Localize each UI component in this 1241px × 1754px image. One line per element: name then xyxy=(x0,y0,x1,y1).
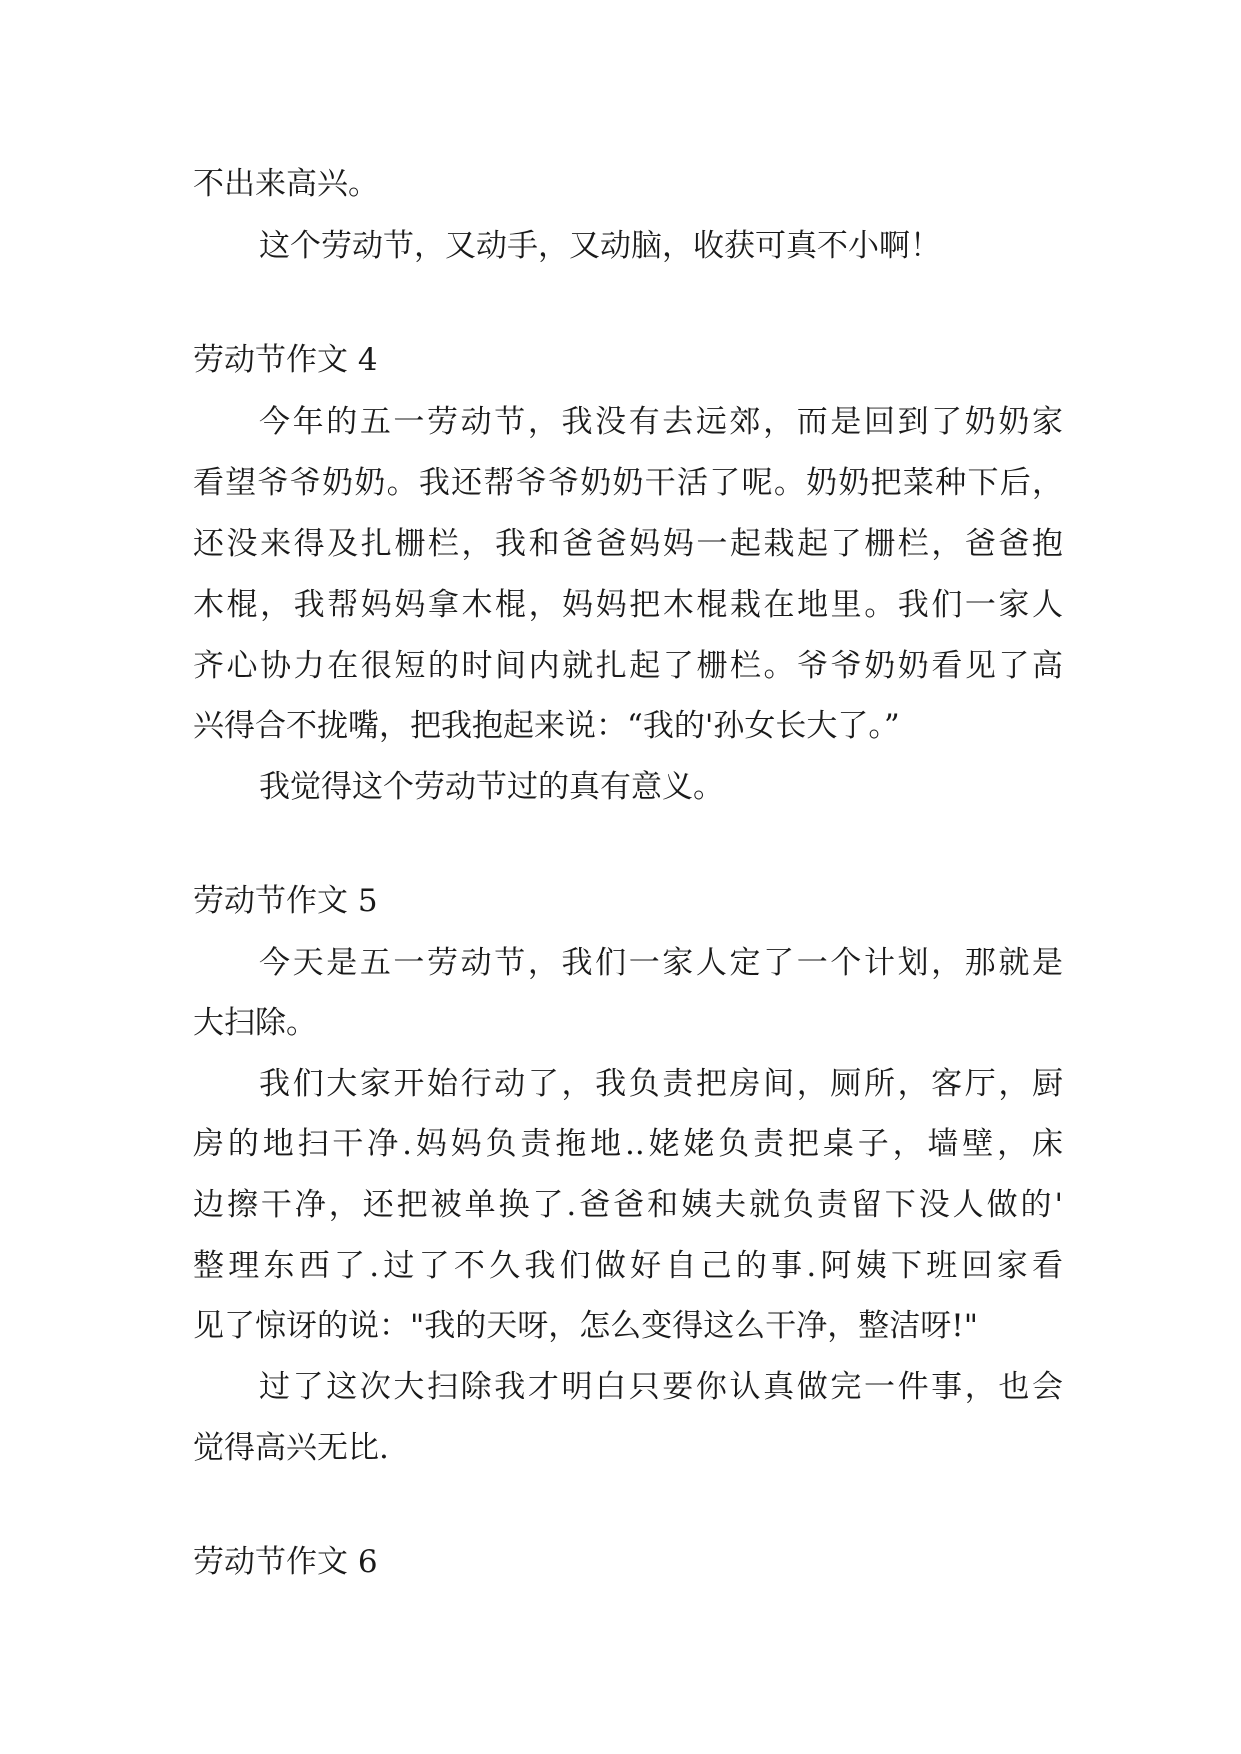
paragraph-line: 大扫除。 xyxy=(193,1005,317,1041)
paragraph-line: 木棍，我帮妈妈拿木棍，妈妈把木棍栽在地里。我们一家人 xyxy=(193,587,1063,623)
paragraph-line: 房的地扫干净.妈妈负责拖地..姥姥负责把桌子，墙壁，床 xyxy=(193,1126,1063,1162)
paragraph-line: 见了惊讶的说："我的天呀，怎么变得这么干净，整洁呀!" xyxy=(193,1308,978,1344)
essay-heading: 劳动节作文 6 xyxy=(193,1544,378,1580)
paragraph-line: 觉得高兴无比. xyxy=(193,1430,389,1466)
paragraph-line: 边擦干净，还把被单换了.爸爸和姨夫就负责留下没人做的' xyxy=(193,1187,1063,1223)
paragraph-line: 兴得合不拢嘴，把我抱起来说：“我的'孙女长大了。” xyxy=(193,708,900,744)
essay-heading: 劳动节作文 4 xyxy=(193,342,378,378)
paragraph-line: 我们大家开始行动了，我负责把房间，厕所，客厅，厨 xyxy=(259,1066,1063,1102)
paragraph-line: 齐心协力在很短的时间内就扎起了栅栏。爷爷奶奶看见了高 xyxy=(193,648,1063,684)
paragraph-line: 我觉得这个劳动节过的真有意义。 xyxy=(259,769,724,805)
paragraph-line: 看望爷爷奶奶。我还帮爷爷奶奶干活了呢。奶奶把菜种下后， xyxy=(193,465,1063,501)
essay-heading: 劳动节作文 5 xyxy=(193,883,378,919)
paragraph-line: 过了这次大扫除我才明白只要你认真做完一件事，也会 xyxy=(259,1369,1063,1405)
paragraph-line: 还没来得及扎栅栏，我和爸爸妈妈一起栽起了栅栏，爸爸抱 xyxy=(193,526,1063,562)
paragraph-line: 今天是五一劳动节，我们一家人定了一个计划，那就是 xyxy=(259,945,1063,981)
paragraph-line: 这个劳动节，又动手，又动脑，收获可真不小啊！ xyxy=(259,228,941,264)
paragraph-line: 整理东西了.过了不久我们做好自己的事.阿姨下班回家看 xyxy=(193,1248,1063,1284)
paragraph-line: 不出来高兴。 xyxy=(193,166,379,202)
paragraph-line: 今年的五一劳动节，我没有去远郊，而是回到了奶奶家 xyxy=(259,404,1063,440)
